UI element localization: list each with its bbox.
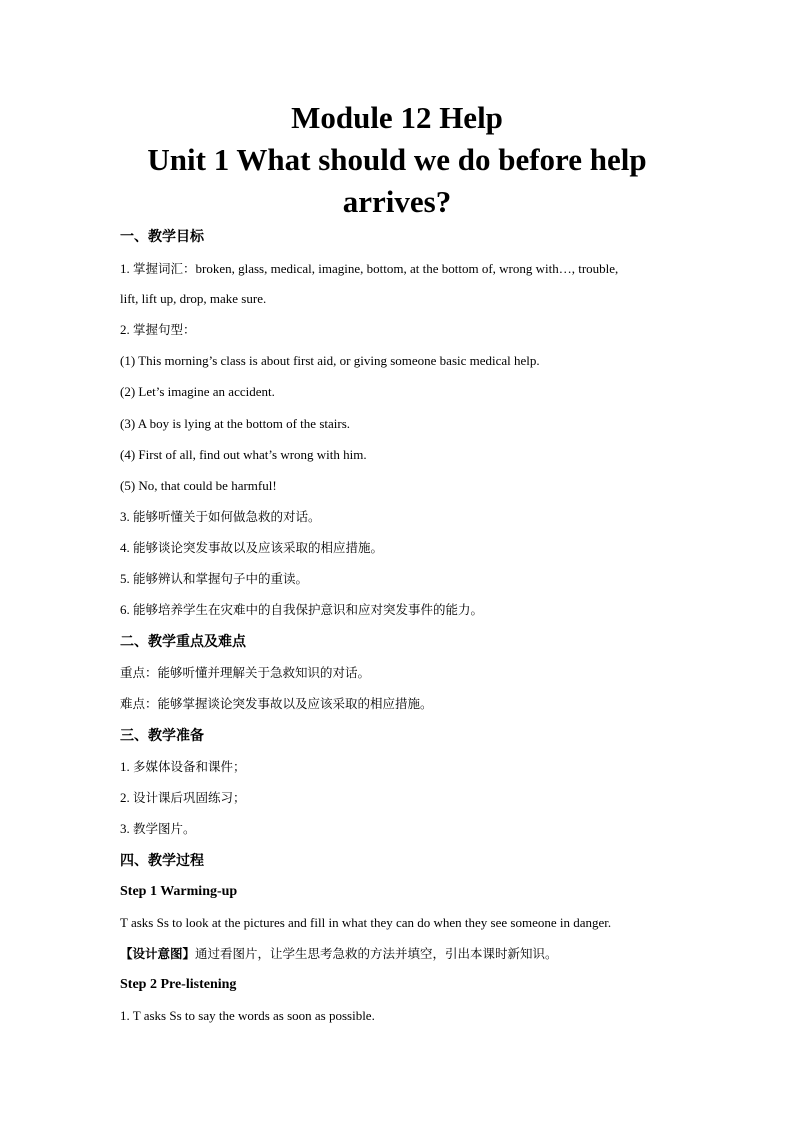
item-label: 掌握词汇： [133, 261, 196, 276]
objective-item-1 [120, 259, 720, 279]
objective-item-1-continued: lift, lift up, drop, make sure. [120, 291, 267, 306]
item-number: 2. [120, 790, 133, 805]
objective-item-6 [120, 600, 720, 620]
objective-item-3 [120, 507, 720, 527]
preparation-item-1 [120, 757, 720, 777]
title-line-1: Module 12 Help [291, 100, 503, 135]
item-text: 多媒体设备和课件； [133, 759, 246, 774]
sentence-pattern-1: (1) This morning’s class is about first aid, or giving someone basic medical help. [120, 353, 540, 368]
item-number: 6. [120, 602, 133, 617]
objective-item-4 [120, 538, 720, 558]
item-text: 能够听懂关于如何做急救的对话。 [133, 509, 321, 524]
key-point-text: 重点：能够听懂并理解关于急救知识的对话。 [120, 665, 371, 680]
item-number: 1. [120, 261, 133, 276]
difficult-point-text: 难点：能够掌握谈论突发事故以及应该采取的相应措施。 [120, 696, 433, 711]
step-2-text: 1. T asks Ss to say the words as soon as possible. [120, 1008, 375, 1023]
section-heading-objectives: 一、教学目标 [120, 229, 204, 245]
objective-item-2 [120, 320, 720, 340]
item-text: 教学图片。 [133, 821, 196, 836]
item-text: 能够谈论突发事故以及应该采取的相应措施。 [133, 540, 384, 555]
vocabulary-text: broken, glass, medical, imagine, bottom, at the bottom of, wrong with…, trouble, [195, 261, 619, 276]
preparation-item-3 [120, 819, 720, 839]
sentence-pattern-3: (3) A boy is lying at the bottom of the stairs. [120, 416, 351, 431]
objective-item-5 [120, 569, 720, 589]
preparation-item-2 [120, 788, 720, 808]
step-1-design-intent [120, 944, 720, 964]
item-number: 3. [120, 821, 133, 836]
title-line-3: arrives? [342, 184, 452, 219]
item-text: 能够辨认和掌握句子中的重读。 [133, 571, 309, 586]
item-number: 2. [120, 322, 133, 337]
title-line-2: Unit 1 What should we do before help [147, 142, 647, 177]
section-heading-process: 四、教学过程 [120, 853, 204, 869]
step-1-title: Step 1 Warming-up [120, 884, 238, 899]
sentence-pattern-2: (2) Let’s imagine an accident. [120, 384, 275, 399]
item-number: 4. [120, 540, 133, 555]
item-text: 设计课后巩固练习； [133, 790, 246, 805]
step-2-title: Step 2 Pre-listening [120, 977, 237, 992]
design-intent-text: 通过看图片，让学生思考急救的方法并填空，引出本课时新知识。 [195, 946, 558, 961]
section-heading-key-points: 二、教学重点及难点 [120, 634, 246, 650]
section-heading-preparation: 三、教学准备 [120, 728, 204, 744]
item-number: 3. [120, 509, 133, 524]
item-number: 1. [120, 759, 133, 774]
design-intent-label: 【设计意图】 [120, 946, 196, 961]
item-text: 能够培养学生在灾难中的自我保护意识和应对突发事件的能力。 [133, 602, 484, 617]
sentence-pattern-4: (4) First of all, find out what’s wrong with him. [120, 447, 367, 462]
sentence-pattern-5: (5) No, that could be harmful! [120, 478, 277, 493]
item-label: 掌握句型： [133, 322, 196, 337]
step-1-text: T asks Ss to look at the pictures and fill in what they can do when they see someone in danger. [120, 915, 612, 930]
item-number: 5. [120, 571, 133, 586]
